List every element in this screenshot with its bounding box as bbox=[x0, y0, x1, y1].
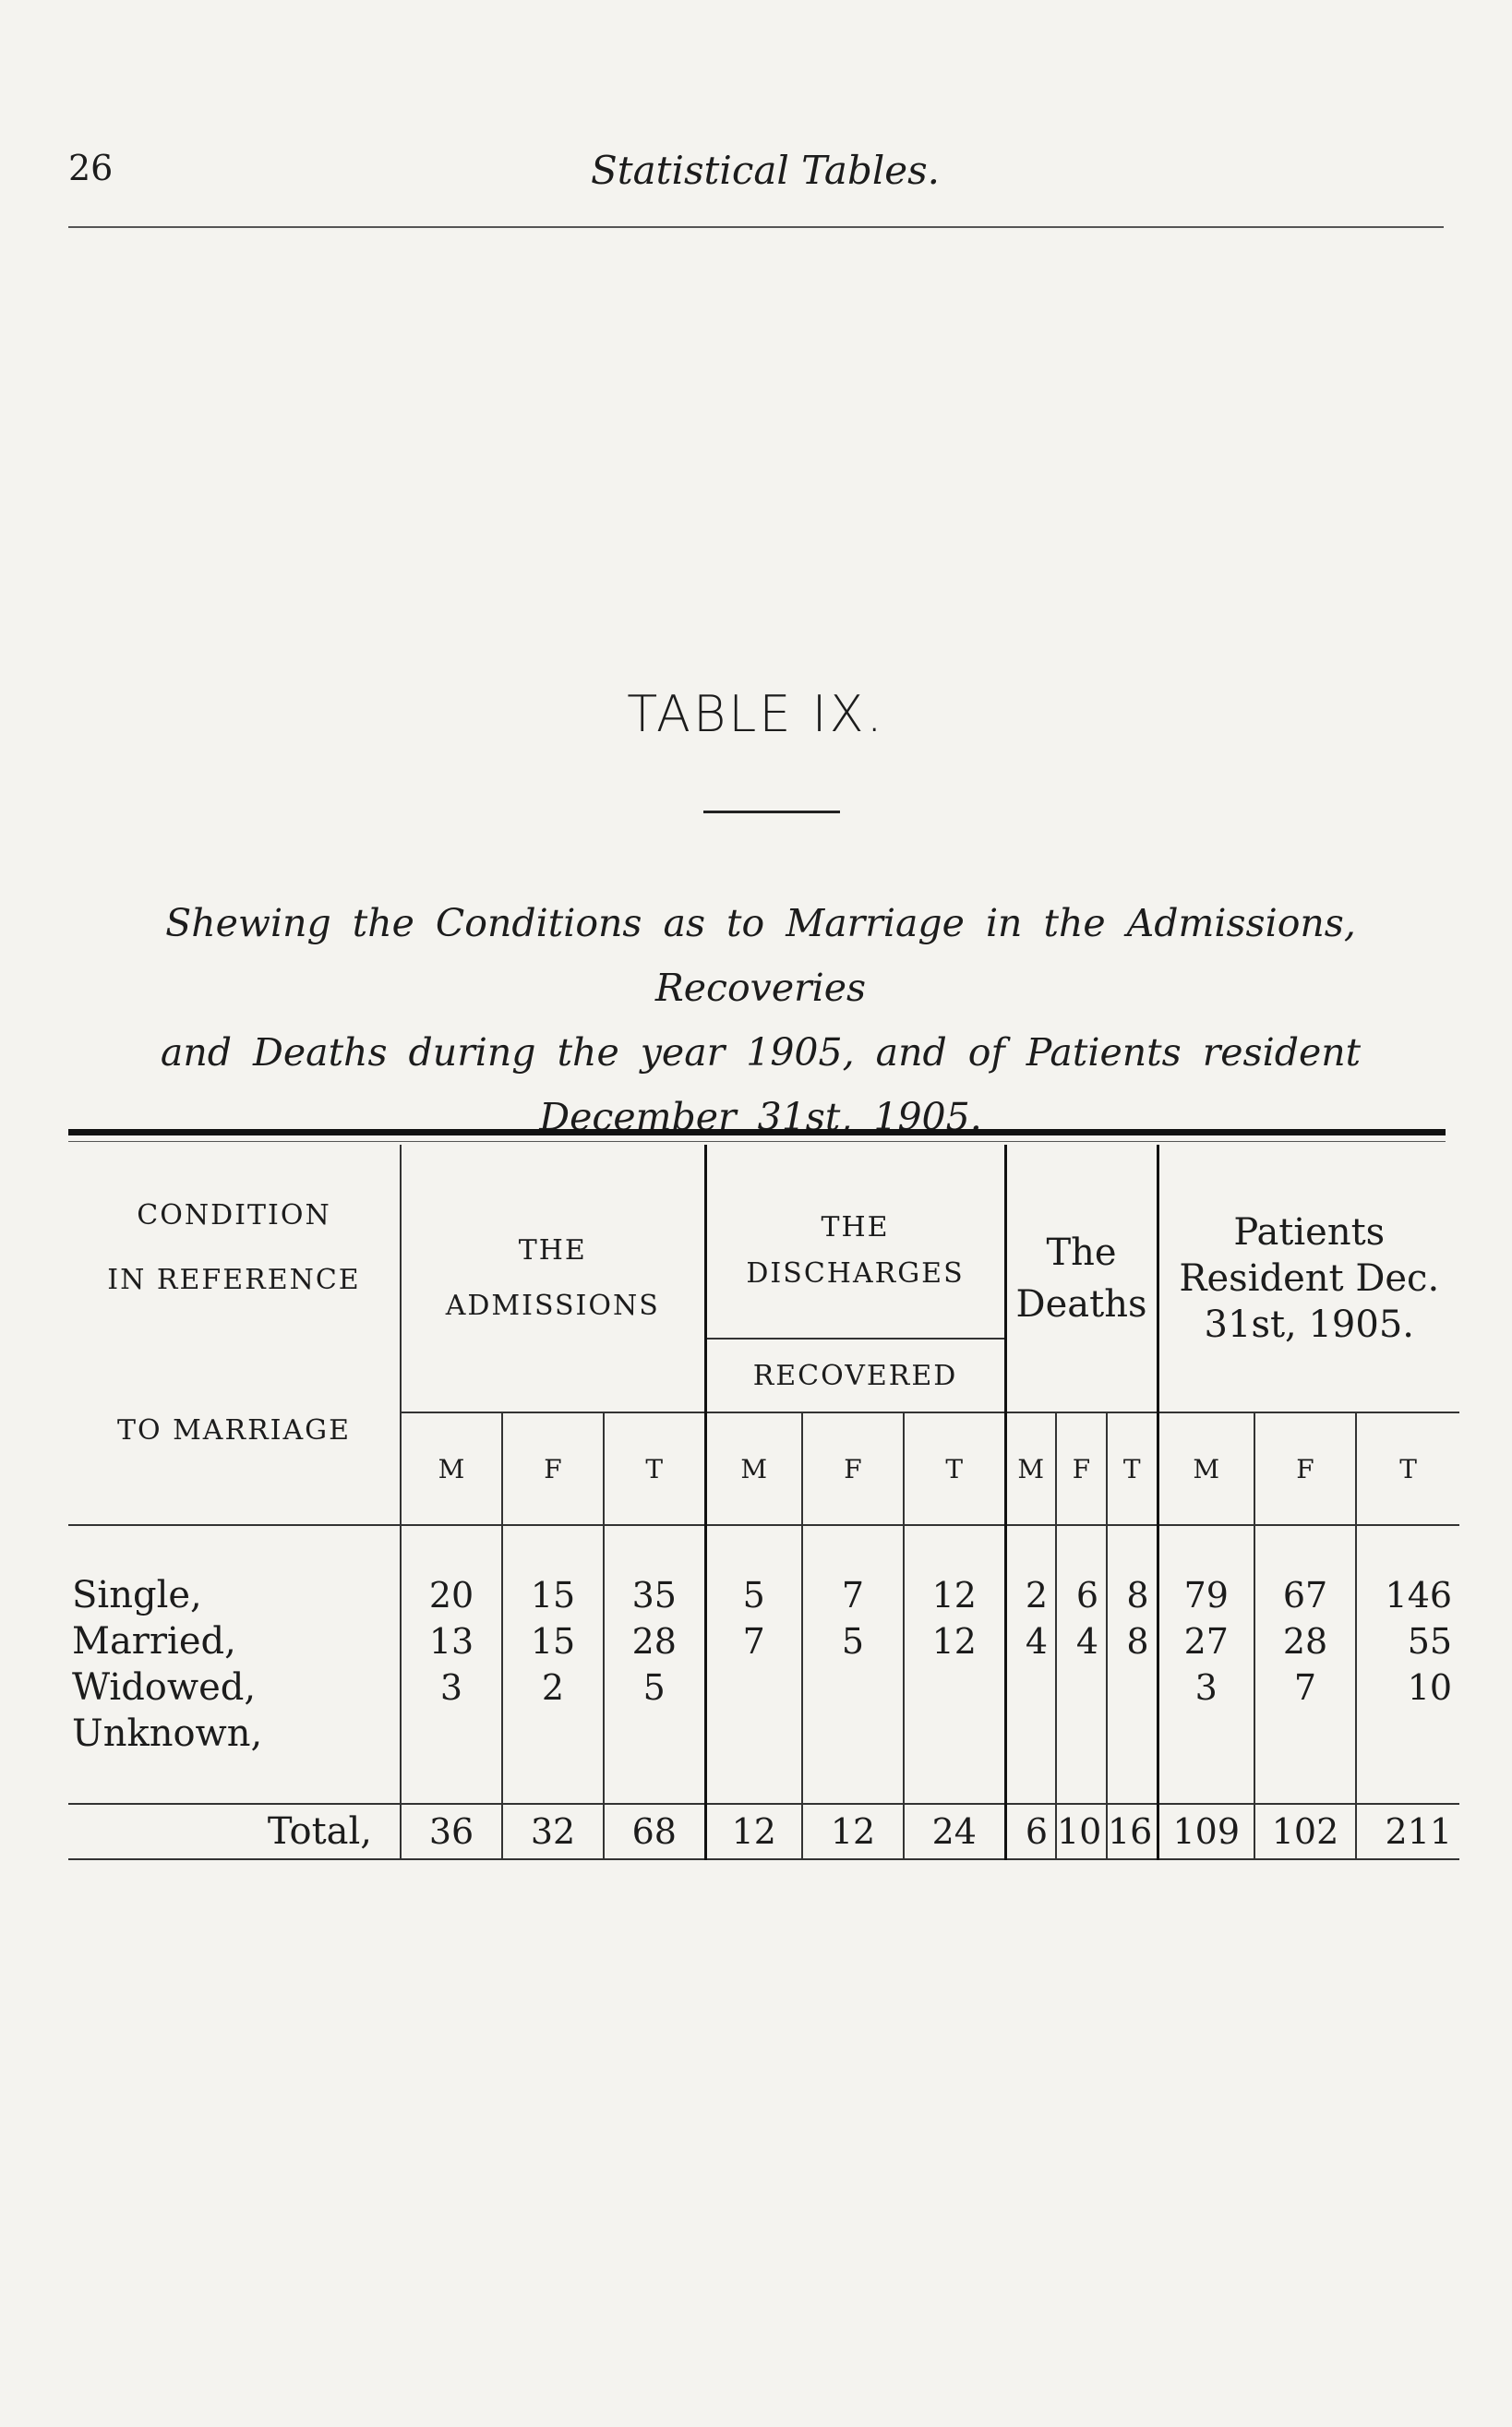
cell bbox=[904, 1664, 1005, 1711]
cell bbox=[904, 1711, 1005, 1757]
cell: 8 bbox=[1107, 1618, 1158, 1664]
cell: 7 bbox=[705, 1618, 802, 1664]
cell bbox=[1056, 1711, 1107, 1757]
row-label: Single, bbox=[72, 1574, 202, 1616]
cell: 146 bbox=[1356, 1572, 1459, 1618]
cell: 4 bbox=[1005, 1618, 1056, 1664]
total-cell: 16 bbox=[1107, 1804, 1158, 1859]
col-header: M bbox=[401, 1412, 502, 1525]
total-cell: 10 bbox=[1056, 1804, 1107, 1859]
stub-header-line: TO MARRIAGE bbox=[116, 1414, 352, 1447]
page-number: 26 bbox=[68, 148, 114, 188]
cell: 15 bbox=[502, 1572, 604, 1618]
cell bbox=[802, 1711, 904, 1757]
col-header: T bbox=[1107, 1412, 1158, 1525]
table-row bbox=[68, 1618, 1459, 1664]
col-header: T bbox=[904, 1412, 1005, 1525]
cell: 6 bbox=[1056, 1572, 1107, 1618]
stub-header-line: IN REFERENCE bbox=[107, 1264, 361, 1296]
cell: 8 bbox=[1107, 1572, 1158, 1618]
recovered-header: RECOVERED bbox=[705, 1339, 1005, 1412]
cell bbox=[1107, 1664, 1158, 1711]
cell: 12 bbox=[904, 1572, 1005, 1618]
total-cell: 68 bbox=[604, 1804, 705, 1859]
cell bbox=[1056, 1664, 1107, 1711]
spacer-row bbox=[68, 1757, 1459, 1804]
cell: 7 bbox=[802, 1572, 904, 1618]
cell bbox=[502, 1711, 604, 1757]
stub-header bbox=[68, 1145, 401, 1412]
row-label: Married, bbox=[72, 1620, 236, 1663]
title-rule bbox=[703, 811, 840, 813]
total-cell: 109 bbox=[1158, 1804, 1254, 1859]
admissions-header bbox=[401, 1145, 705, 1412]
marriage-statistics-table bbox=[68, 1145, 1459, 1860]
spacer-row bbox=[68, 1525, 1459, 1572]
cell: 55 bbox=[1356, 1618, 1459, 1664]
cell bbox=[1254, 1711, 1356, 1757]
cell bbox=[1158, 1711, 1254, 1757]
total-cell: 36 bbox=[401, 1804, 502, 1859]
total-cell: 211 bbox=[1356, 1804, 1459, 1859]
col-header: M bbox=[705, 1412, 802, 1525]
total-cell: 6 bbox=[1005, 1804, 1056, 1859]
resident-header-line: Resident Dec. bbox=[1179, 1256, 1440, 1300]
sex-header-row bbox=[68, 1412, 1459, 1525]
row-label: Widowed, bbox=[72, 1666, 257, 1709]
col-header: F bbox=[502, 1412, 604, 1525]
running-title: Statistical Tables. bbox=[590, 148, 941, 193]
col-header: M bbox=[1005, 1412, 1056, 1525]
cell: 10 bbox=[1356, 1664, 1459, 1711]
table-row bbox=[68, 1711, 1459, 1757]
table-row bbox=[68, 1664, 1459, 1711]
stub-header-line: CONDITION bbox=[137, 1199, 331, 1232]
total-cell: 32 bbox=[502, 1804, 604, 1859]
col-header: F bbox=[1056, 1412, 1107, 1525]
discharges-header bbox=[705, 1145, 1005, 1339]
total-row bbox=[68, 1804, 1459, 1859]
total-label: Total, bbox=[68, 1804, 401, 1859]
total-cell: 24 bbox=[904, 1804, 1005, 1859]
cell: 5 bbox=[705, 1572, 802, 1618]
admissions-header-line: ADMISSIONS bbox=[445, 1289, 660, 1322]
cell bbox=[705, 1711, 802, 1757]
cell: 5 bbox=[604, 1664, 705, 1711]
discharges-header-line: THE bbox=[821, 1210, 890, 1244]
cell bbox=[1005, 1711, 1056, 1757]
total-cell: 12 bbox=[705, 1804, 802, 1859]
caption-line-1: Shewing the Conditions as to Marriage in the Admissions, Recoveries bbox=[165, 901, 1356, 1010]
cell: 35 bbox=[604, 1572, 705, 1618]
cell bbox=[1005, 1664, 1056, 1711]
table-top-rule-thin bbox=[68, 1141, 1446, 1142]
cell: 20 bbox=[401, 1572, 502, 1618]
total-cell: 102 bbox=[1254, 1804, 1356, 1859]
cell: 2 bbox=[502, 1664, 604, 1711]
cell: 7 bbox=[1254, 1664, 1356, 1711]
total-cell: 12 bbox=[802, 1804, 904, 1859]
discharges-header-line: DISCHARGES bbox=[746, 1256, 965, 1290]
cell: 12 bbox=[904, 1618, 1005, 1664]
group-header-row bbox=[68, 1145, 1459, 1339]
deaths-header-line: The bbox=[1046, 1231, 1117, 1274]
caption-line-3: December 31st, 1905. bbox=[539, 1095, 982, 1139]
cell bbox=[802, 1664, 904, 1711]
resident-header bbox=[1158, 1145, 1459, 1412]
cell bbox=[1356, 1711, 1459, 1757]
cell bbox=[705, 1664, 802, 1711]
col-header: F bbox=[1254, 1412, 1356, 1525]
cell: 67 bbox=[1254, 1572, 1356, 1618]
cell: 27 bbox=[1158, 1618, 1254, 1664]
table-title: TABLE IX. bbox=[627, 685, 885, 743]
resident-header-line: Patients bbox=[1233, 1210, 1386, 1254]
deaths-header-line: Deaths bbox=[1015, 1282, 1147, 1326]
cell: 28 bbox=[1254, 1618, 1356, 1664]
cell: 4 bbox=[1056, 1618, 1107, 1664]
col-header: T bbox=[1356, 1412, 1459, 1525]
cell bbox=[604, 1711, 705, 1757]
admissions-header-line: THE bbox=[518, 1233, 587, 1267]
cell: 2 bbox=[1005, 1572, 1056, 1618]
row-label: Unknown, bbox=[72, 1712, 263, 1755]
col-header: T bbox=[604, 1412, 705, 1525]
table-caption bbox=[68, 891, 1453, 1149]
caption-line-2: and Deaths during the year 1905, and of Patients resident bbox=[160, 1030, 1362, 1075]
deaths-header bbox=[1005, 1145, 1158, 1412]
running-head bbox=[68, 148, 1444, 203]
header-rule bbox=[68, 226, 1444, 228]
cell: 79 bbox=[1158, 1572, 1254, 1618]
resident-header-line: 31st, 1905. bbox=[1204, 1303, 1414, 1346]
cell: 15 bbox=[502, 1618, 604, 1664]
cell bbox=[401, 1711, 502, 1757]
cell: 28 bbox=[604, 1618, 705, 1664]
cell: 5 bbox=[802, 1618, 904, 1664]
cell bbox=[1107, 1711, 1158, 1757]
cell: 3 bbox=[401, 1664, 502, 1711]
table-row bbox=[68, 1572, 1459, 1618]
cell: 3 bbox=[1158, 1664, 1254, 1711]
col-header: F bbox=[802, 1412, 904, 1525]
col-header: M bbox=[1158, 1412, 1254, 1525]
cell: 13 bbox=[401, 1618, 502, 1664]
table-top-rule bbox=[68, 1129, 1446, 1135]
